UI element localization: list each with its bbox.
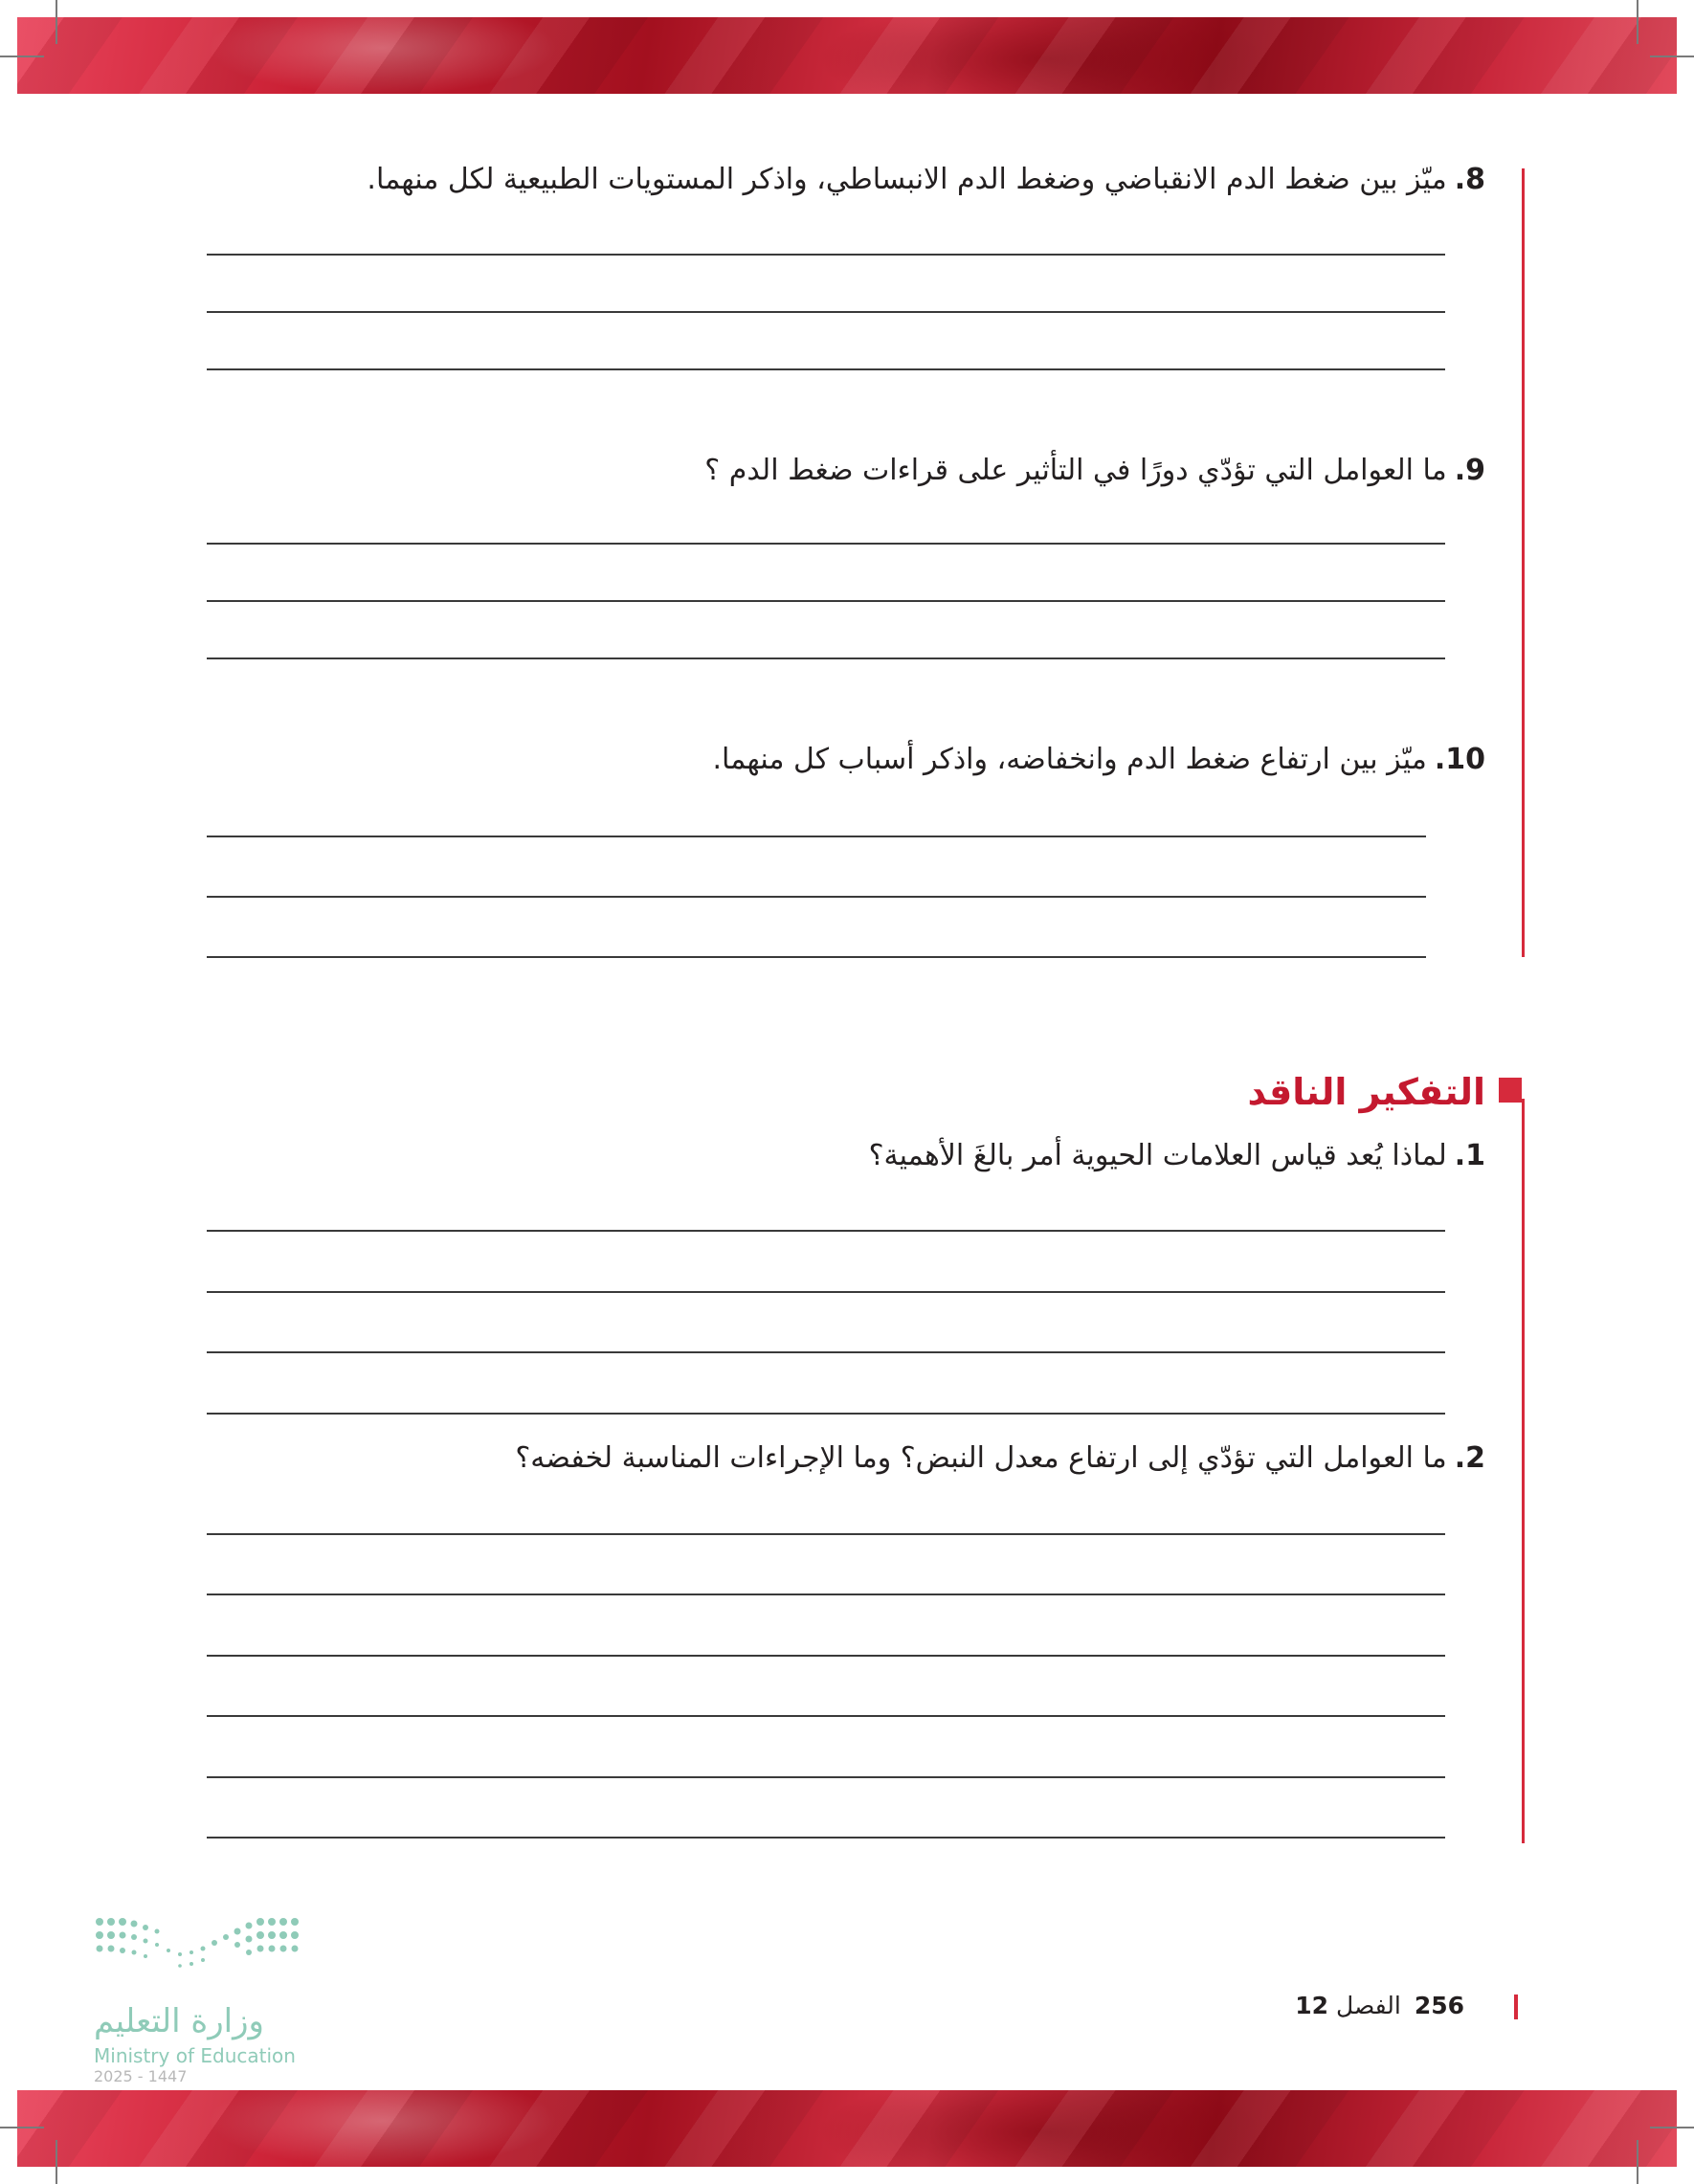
answer-line[interactable] — [207, 1715, 1445, 1717]
crop-mark — [56, 0, 57, 44]
critical-question-2 — [515, 1439, 1485, 1478]
crop-mark — [0, 2127, 44, 2128]
critical-question-1 — [869, 1137, 1485, 1175]
crop-mark — [0, 56, 44, 57]
margin-rule — [1522, 1099, 1525, 1843]
chapter-number: 12 — [1295, 1992, 1329, 2019]
crop-mark — [1637, 0, 1638, 44]
crop-mark — [1637, 2140, 1638, 2184]
answer-line[interactable] — [207, 1230, 1445, 1232]
answer-line[interactable] — [207, 311, 1445, 313]
answer-line[interactable] — [207, 836, 1426, 837]
question-number: 2. — [1454, 1441, 1485, 1475]
ministry-name-english: Ministry of Education — [94, 2044, 296, 2067]
footer-marker — [1514, 1995, 1518, 2019]
bottom-banner — [17, 2090, 1677, 2167]
question-9 — [704, 452, 1485, 490]
answer-line[interactable] — [207, 600, 1445, 602]
page-number: 256 — [1414, 1992, 1464, 2019]
question-8 — [367, 161, 1485, 199]
answer-line[interactable] — [207, 368, 1445, 370]
ministry-year: 2025 - 1447 — [94, 2067, 188, 2085]
question-number: 1. — [1454, 1139, 1485, 1172]
answer-line[interactable] — [207, 543, 1445, 545]
section-title: التفكير الناقد — [1247, 1071, 1485, 1113]
question-text: ما العوامل التي تؤدّي دورًا في التأثير على قراءات ضغط الدم ؟ — [704, 454, 1447, 487]
section-marker — [1499, 1078, 1522, 1103]
question-text: لماذا يُعد قياس العلامات الحيوية أمر بالغَ الأهمية؟ — [868, 1139, 1447, 1172]
answer-line[interactable] — [207, 254, 1445, 256]
answer-line[interactable] — [207, 1351, 1445, 1353]
crop-mark — [1650, 56, 1694, 57]
answer-line[interactable] — [207, 1655, 1445, 1657]
question-text: ما العوامل التي تؤدّي إلى ارتفاع معدل النبض؟ وما الإجراءات المناسبة لخفضه؟ — [515, 1441, 1447, 1475]
question-number: 9. — [1454, 454, 1485, 487]
top-banner — [17, 17, 1677, 94]
question-text: ميّز بين ضغط الدم الانقباضي وضغط الدم الانبساطي، واذكر المستويات الطبيعية لكل منهما. — [367, 163, 1447, 196]
question-10 — [713, 741, 1486, 779]
question-number: 10. — [1434, 743, 1485, 776]
answer-line[interactable] — [207, 1291, 1445, 1293]
question-text: ميّز بين ارتفاع ضغط الدم وانخفاضه، واذكر أسباب كل منهما. — [712, 743, 1427, 776]
crop-mark — [1650, 2127, 1694, 2128]
question-number: 8. — [1454, 163, 1485, 196]
answer-line[interactable] — [207, 1776, 1445, 1778]
crop-mark — [56, 2140, 57, 2184]
answer-line[interactable] — [207, 896, 1426, 898]
ministry-name-arabic: وزارة التعليم — [94, 2002, 264, 2040]
margin-rule — [1522, 168, 1525, 957]
ministry-logo-icon — [94, 1914, 309, 2000]
chapter-label: الفصل — [1336, 1992, 1401, 2019]
answer-line[interactable] — [207, 1533, 1445, 1535]
answer-line[interactable] — [207, 657, 1445, 659]
answer-line[interactable] — [207, 1413, 1445, 1415]
answer-line[interactable] — [207, 1593, 1445, 1595]
answer-line[interactable] — [207, 1837, 1445, 1839]
answer-line[interactable] — [207, 956, 1426, 958]
page-footer — [1295, 1991, 1464, 2021]
